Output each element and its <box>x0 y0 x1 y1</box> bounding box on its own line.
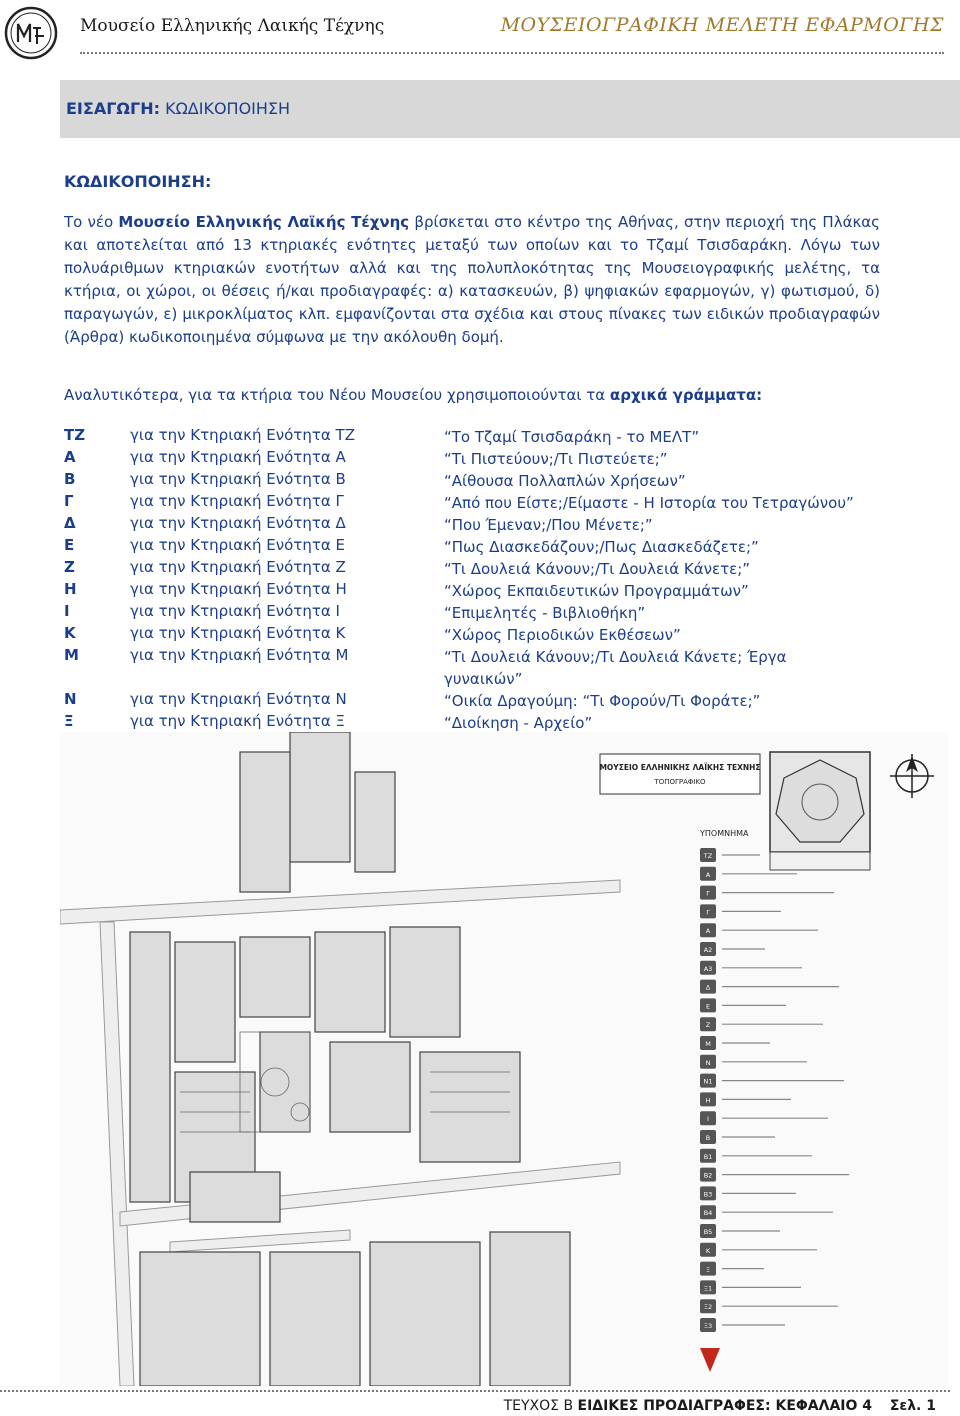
legend-code: Α <box>705 927 711 936</box>
building-block <box>260 1032 310 1132</box>
building-block <box>130 932 170 1202</box>
code-letter: Η <box>64 580 77 598</box>
museum-logo <box>4 6 58 60</box>
footer-volume: ΤΕΥΧΟΣ Β <box>503 1398 578 1414</box>
code-row <box>64 624 914 646</box>
intro-text-rest: βρίσκεται στο κέντρο της Αθήνας, στην περιοχή της Πλάκας και αποτελείται από 13 κτηριακές ενότητες μεταξύ των οποίων και το Τζαμί Τσισδαράκη. Λόγω των πολυάριθμων κτηριακών ενοτήτων αλλά και της πολυπλοκότητας της Μουσειογραφικής μελέτης, τα κτήρια, οι χώροι, οι θέσεις ή/και προδιαγραφές: α) κατασκευών, β) ψηφιακών εφαρμογών, γ) φωτισμού, δ) παραγωγών, ε) μικροκλίματος κλπ. εμφανίζονται στα σχέδια και στους πίνακες των ειδικών προδιαγραφών (Άρθρα) κωδικοποιημένα σύμφωνα με την ακόλουθη δομή. <box>64 213 880 346</box>
code-row <box>64 712 914 734</box>
legend-code: Ν1 <box>703 1077 713 1086</box>
legend-code: Α3 <box>703 964 713 973</box>
legend-code: Μ <box>705 1040 711 1048</box>
code-unit: για την Κτηριακή Ενότητα Ξ <box>130 712 346 730</box>
code-unit-name: “Τι Δουλειά Κάνουν;/Τι Δουλειά Κάνετε;” <box>444 560 751 578</box>
code-row <box>64 492 914 514</box>
building-block <box>240 752 290 892</box>
code-row <box>64 536 914 558</box>
legend-code: Γ <box>706 908 710 917</box>
building-block <box>370 1242 480 1386</box>
building-block <box>490 1232 570 1386</box>
legend-code: Ζ <box>705 1021 711 1030</box>
code-unit: για την Κτηριακή Ενότητα Δ <box>130 514 346 532</box>
code-letter: Ε <box>64 536 75 554</box>
section-heading <box>66 99 290 118</box>
code-unit-name: “Τι Δουλειά Κάνουν;/Τι Δουλειά Κάνετε; Έργα γυναικών” <box>444 648 787 688</box>
legend-code: Β1 <box>703 1152 713 1161</box>
museum-name: Μουσείο Ελληνικής Λαικής Τέχνης <box>80 16 385 36</box>
code-unit-name: “Τι Πιστεύουν;/Τι Πιστεύετε;” <box>444 450 668 468</box>
code-unit: για την Κτηριακή Ενότητα Β <box>130 470 346 488</box>
code-unit-name: “Χώρος Εκπαιδευτικών Προγραμμάτων” <box>444 582 749 600</box>
building-block <box>270 1252 360 1386</box>
footer-page-number: Σελ. 1 <box>889 1398 936 1414</box>
code-letter: ΤΖ <box>64 426 86 444</box>
code-unit: για την Κτηριακή Ενότητα Μ <box>130 646 349 664</box>
initial-letters-bold: αρχικά γράμματα: <box>609 386 763 404</box>
building-block <box>240 937 310 1017</box>
legend-code: Ι <box>707 1115 709 1124</box>
code-letter: Ζ <box>64 558 75 576</box>
section-heading-bold: ΕΙΣΑΓΩΓΗ: <box>66 99 160 118</box>
code-letter: Μ <box>64 646 79 664</box>
building-block <box>390 927 460 1037</box>
code-letter: Γ <box>64 492 74 510</box>
code-letter: Ξ <box>64 712 74 730</box>
code-letter: Α <box>64 448 76 466</box>
code-unit: για την Κτηριακή Ενότητα Ι <box>130 602 340 620</box>
subsection-title: ΚΩΔΙΚΟΠΟΙΗΣΗ: <box>64 172 212 191</box>
section-heading-bar <box>60 80 960 138</box>
legend-code: ΤΖ <box>703 852 713 860</box>
code-unit: για την Κτηριακή Ενότητα Η <box>130 580 347 598</box>
code-unit: για την Κτηριακή Ενότητα Α <box>130 448 346 466</box>
mosque-building <box>770 752 870 870</box>
codes-intro-paragraph <box>64 384 880 407</box>
code-unit: για την Κτηριακή Ενότητα Ζ <box>130 558 346 576</box>
legend-code: Β <box>705 1134 711 1142</box>
code-unit: για την Κτηριακή Ενότητα ΤΖ <box>130 426 355 444</box>
page-header <box>0 0 960 60</box>
plan-title-line2: ΤΟΠΟΓΡΑΦΙΚΟ <box>654 778 706 786</box>
footer-chapter: ΕΙΔΙΚΕΣ ΠΡΟΔΙΑΓΡΑΦΕΣ: ΚΕΦΑΛΑΙΟ 4 <box>577 1398 873 1414</box>
legend-code: Κ <box>705 1246 711 1255</box>
code-unit-name: “Από που Είστε;/Είμαστε - Η Ιστορία του Τετραγώνου” <box>444 494 854 512</box>
legend-code: Δ <box>705 983 711 992</box>
legend-code: Η <box>705 1096 711 1105</box>
code-unit-name: “Που Έμεναν;/Που Μένετε;” <box>444 516 653 534</box>
building-block <box>330 1042 410 1132</box>
code-row <box>64 558 914 580</box>
document-title: ΜΟΥΣΕΙΟΓΡΑΦΙΚΗ ΜΕΛΕΤΗ ΕΦΑΡΜΟΓΗΣ <box>500 14 944 36</box>
legend-code: Ξ <box>705 1265 711 1274</box>
building-block <box>175 942 235 1062</box>
code-row <box>64 580 914 602</box>
building-block <box>420 1052 520 1162</box>
code-unit: για την Κτηριακή Ενότητα Ν <box>130 690 347 708</box>
legend-code: Α <box>705 870 711 879</box>
building-block <box>190 1172 280 1222</box>
code-letter: Β <box>64 470 76 488</box>
page-footer <box>504 1398 936 1414</box>
legend-code: Ε <box>705 1002 711 1011</box>
code-unit-name: “Πως Διασκεδάζουν;/Πως Διασκεδάζετε;” <box>444 538 759 556</box>
code-unit-name: “Το Τζαμί Τσισδαράκη - το ΜΕΛΤ” <box>444 428 700 446</box>
code-unit-name: “Επιμελητές - Βιβλιοθήκη” <box>444 604 646 622</box>
code-unit: για την Κτηριακή Ενότητα Ε <box>130 536 346 554</box>
section-heading-rest: ΚΩΔΙΚΟΠΟΙΗΣΗ <box>159 99 291 118</box>
code-letter: Ι <box>64 602 70 620</box>
legend-code: Ξ2 <box>703 1303 713 1312</box>
legend-code: Ν <box>705 1058 711 1067</box>
code-row <box>64 514 914 536</box>
code-unit: για την Κτηριακή Ενότητα Γ <box>130 492 344 510</box>
intro-paragraph <box>64 211 880 349</box>
code-row <box>64 426 914 448</box>
legend-code: Ξ3 <box>703 1322 713 1330</box>
intro-text-start: Το νέο <box>64 213 119 231</box>
legend-code: Γ <box>706 889 710 898</box>
code-unit-name: “Οικία Δραγούμη: “Τι Φορούν/Τι Φοράτε;” <box>444 692 761 710</box>
code-letter: Ν <box>64 690 77 708</box>
legend-code: Ξ1 <box>703 1284 713 1293</box>
building-block <box>140 1252 260 1386</box>
code-unit: για την Κτηριακή Ενότητα Κ <box>130 624 346 642</box>
legend-code: Β4 <box>703 1209 713 1218</box>
code-row <box>64 690 914 712</box>
legend-code: Β3 <box>703 1190 713 1199</box>
site-plan-drawing <box>60 732 948 1386</box>
code-unit-name: “Διοίκηση - Αρχείο” <box>444 714 593 732</box>
code-row <box>64 448 914 470</box>
plan-title-line1: ΜΟΥΣΕΙΟ ΕΛΛΗΝΙΚΗΣ ΛΑΪΚΗΣ ΤΕΧΝΗΣ <box>599 763 761 772</box>
legend-code: Α2 <box>703 946 713 954</box>
plan-title-box <box>600 754 760 794</box>
legend-code: Β5 <box>703 1228 713 1236</box>
code-unit-name: “Αίθουσα Πολλαπλών Χρήσεων” <box>444 472 686 490</box>
museum-name-bold: Μουσείο Ελληνικής Λαϊκής Τέχνης <box>118 213 410 231</box>
code-row <box>64 470 914 492</box>
building-block <box>355 772 395 872</box>
header-divider <box>80 52 944 54</box>
code-letter: Δ <box>64 514 76 532</box>
legend-title: ΥΠΟΜΝΗΜΑ <box>700 829 749 838</box>
building-block <box>315 932 385 1032</box>
code-letter: Κ <box>64 624 76 642</box>
code-unit-name: “Χώρος Περιοδικών Εκθέσεων” <box>444 626 681 644</box>
codes-intro-text: Αναλυτικότερα, για τα κτήρια του Νέου Μουσείου χρησιμοποιούνται τα <box>64 386 610 404</box>
code-row <box>64 646 914 688</box>
building-block <box>290 732 350 862</box>
footer-divider <box>0 1390 950 1392</box>
legend-code: Β2 <box>703 1171 713 1180</box>
code-row <box>64 602 914 624</box>
